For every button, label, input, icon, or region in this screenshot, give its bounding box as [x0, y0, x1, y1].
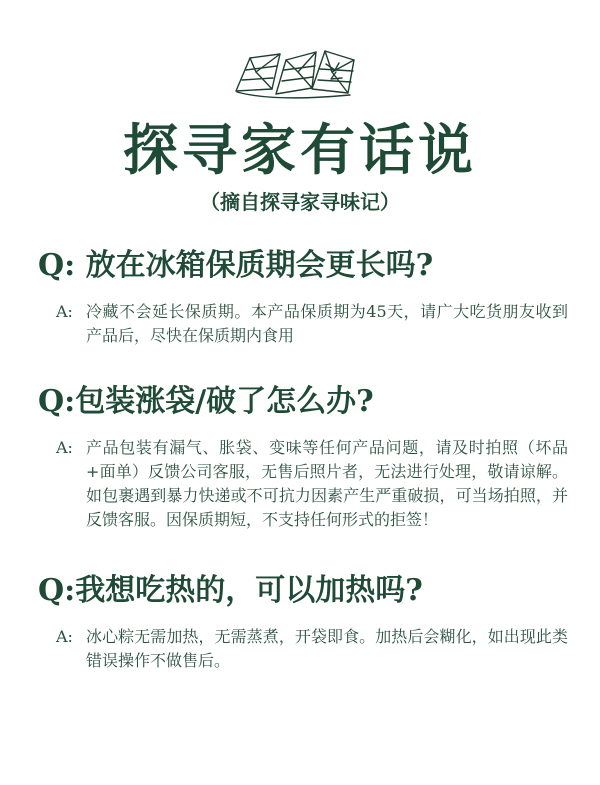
answer-prefix: A: — [56, 627, 73, 646]
answer-prefix: A: — [56, 438, 73, 457]
qa-item — [38, 571, 568, 673]
answer-text: 产品包装有漏气、胀袋、变味等任何产品问题，请及时拍照（坏品+面单）反馈公司客服，无售后照片者，无法进行处理，敬请谅解。如包裹遇到暴力快递或不可抗力因素产生严重破损，可当场拍照，并反馈客服。因保质期短，不支持任何形式的拒签！ — [86, 438, 568, 529]
answer-prefix: A: — [56, 302, 73, 321]
qa-item — [38, 246, 568, 348]
page-subtitle: （摘自探寻家寻味记） — [200, 190, 400, 214]
question-text: Q:我想吃热的，可以加热吗? — [38, 573, 423, 608]
qa-item — [38, 382, 568, 532]
answer-block — [38, 300, 568, 348]
answer-block — [38, 436, 568, 532]
answer-text: 冷藏不会延长保质期。本产品保质期为45天，请广大吃货朋友收到产品后，尽快在保质期内食用 — [86, 302, 568, 345]
answer-block — [38, 625, 568, 673]
zongzi-bundle-icon — [228, 42, 373, 114]
answer-text: 冰心粽无需加热，无需蒸煮，开袋即食。加热后会糊化，如出现此类错误操作不做售后。 — [86, 627, 568, 670]
question-text: Q:包装涨袋/破了怎么办? — [38, 384, 374, 419]
question-text: Q: 放在冰箱保质期会更长吗? — [38, 248, 434, 283]
page-title: 探寻家有话说 — [122, 117, 477, 182]
